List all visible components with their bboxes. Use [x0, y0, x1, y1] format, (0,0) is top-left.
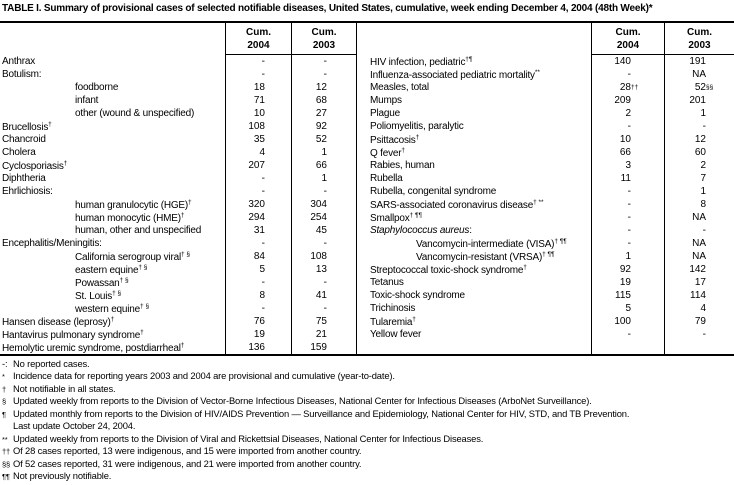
column-header-cum-2004	[591, 23, 664, 55]
table-row	[357, 289, 734, 302]
disease-name-cell: Ehrlichiosis:	[2, 186, 53, 197]
table-row	[357, 237, 734, 250]
cum-2003-cell: 1	[291, 146, 356, 159]
cum-2003-cell: NA	[664, 211, 734, 224]
table-row	[357, 94, 734, 107]
cum-2004-cell: 5	[225, 263, 291, 276]
cum-2004-cell: 71	[225, 94, 291, 107]
disease-name-cell: Staphylococcus aureus:	[370, 225, 472, 236]
disease-name-cell: human granulocytic (HGE)†	[75, 198, 192, 211]
disease-name-cell: western equine† §	[75, 302, 150, 315]
table-row	[0, 55, 356, 68]
disease-name-cell: Anthrax	[2, 56, 36, 67]
left-table-body	[0, 55, 356, 354]
footnote-marker: †	[2, 384, 7, 394]
cum-2003-cell: 1	[664, 107, 734, 120]
disease-name-cell: Hansen disease (leprosy)†	[2, 315, 115, 328]
cum-2004-cell: 84	[225, 250, 291, 263]
cum-2003-cell: 201	[664, 94, 734, 107]
disease-name-cell: Toxic-shock syndrome	[370, 290, 465, 301]
table-row	[0, 94, 356, 107]
table-row	[0, 68, 356, 81]
notifiable-diseases-table	[0, 21, 734, 356]
disease-name-cell: Streptococcal toxic-shock syndrome†	[370, 263, 527, 276]
disease-name-cell: Rabies, human	[370, 160, 435, 171]
table-row	[0, 211, 356, 224]
cum-2004-cell: 207	[225, 159, 291, 172]
cum-2003-cell: NA	[664, 237, 734, 250]
cum-2003-cell: NA	[664, 68, 734, 81]
cum-2003-cell: 1	[664, 185, 734, 198]
cum-2003-cell: 142	[664, 263, 734, 276]
right-table	[356, 23, 734, 354]
cum-label: Cum.	[311, 27, 337, 38]
table-row	[357, 107, 734, 120]
table-row	[357, 211, 734, 224]
disease-name-cell: Hemolytic uremic syndrome, postdiarrheal†	[2, 341, 185, 354]
table-row	[0, 250, 356, 263]
disease-name-cell: Psittacosis†	[370, 133, 420, 146]
table-row	[0, 133, 356, 146]
disease-name-cell: infant	[75, 95, 99, 106]
cum-2003-cell: 66	[291, 159, 356, 172]
cum-2004-cell: 4	[225, 146, 291, 159]
cum-2003-cell: 79	[664, 315, 734, 328]
disease-name-cell: Chancroid	[2, 134, 46, 145]
disease-name-cell: Brucellosis†	[2, 120, 52, 133]
disease-name-cell: Plague	[370, 108, 400, 119]
disease-name-cell: St. Louis† §	[75, 289, 122, 302]
cum-2003-cell: 114	[664, 289, 734, 302]
cum-2004-cell: 140	[591, 55, 664, 68]
disease-name-cell: Cyclosporiasis†	[2, 159, 68, 172]
disease-name-cell: Botulism:	[2, 69, 42, 80]
cum-2003-cell: 52	[291, 133, 356, 146]
cum-2004-cell: -	[591, 237, 664, 250]
footnote-marker: **	[2, 434, 8, 444]
cum-2004-cell: -	[591, 120, 664, 133]
year-label: 2003	[312, 39, 336, 51]
table-row	[357, 185, 734, 198]
footnote-marker: -:	[2, 358, 8, 369]
table-row	[0, 172, 356, 185]
cum-2003-cell: NA	[664, 250, 734, 263]
cum-2003-cell: 17	[664, 276, 734, 289]
disease-name-cell: Trichinosis	[370, 303, 416, 314]
cum-2004-cell: -	[225, 68, 291, 81]
cum-2004-cell: 1	[591, 250, 664, 263]
cum-2003-cell: 45	[291, 224, 356, 237]
table-row	[357, 276, 734, 289]
table-row	[0, 159, 356, 172]
table-row	[0, 289, 356, 302]
column-header-cum-2004	[225, 23, 291, 55]
table-row	[0, 120, 356, 133]
disease-name-cell: human monocytic (HME)†	[75, 211, 185, 224]
table-row	[357, 120, 734, 133]
disease-name-cell: Vancomycin-intermediate (VISA)† ¶¶	[416, 237, 567, 250]
table-row	[357, 341, 734, 354]
cum-2003-cell: 13	[291, 263, 356, 276]
table-row	[357, 198, 734, 211]
right-header-row	[357, 23, 734, 55]
footnote-line: ¶¶ Not previously notifiable.	[2, 470, 733, 482]
left-table	[0, 23, 356, 354]
disease-name-cell: HIV infection, pediatric†¶	[370, 55, 473, 68]
disease-name-cell: foodborne	[75, 82, 119, 93]
disease-name-cell: Rubella	[370, 173, 403, 184]
cum-2003-cell: 60	[664, 146, 734, 159]
column-header-cum-2003	[291, 23, 356, 55]
table-row	[0, 224, 356, 237]
disease-name-cell: other (wound & unspecified)	[75, 108, 195, 119]
cum-2003-cell: 8	[664, 198, 734, 211]
cum-2003-cell: -	[664, 120, 734, 133]
cum-label: Cum.	[615, 27, 641, 38]
cum-2003-cell: 68	[291, 94, 356, 107]
table-row	[357, 315, 734, 328]
cum-2004-cell: -	[591, 68, 664, 81]
cum-label: Cum.	[246, 27, 271, 38]
table-row	[357, 328, 734, 341]
disease-name-cell: Encephalitis/Meningitis:	[2, 238, 102, 249]
cum-2003-cell: -	[664, 328, 734, 341]
cum-2004-cell: 294	[225, 211, 291, 224]
table-row	[0, 315, 356, 328]
cum-2004-cell	[591, 341, 664, 354]
table-row	[0, 276, 356, 289]
cum-2003-cell: 27	[291, 107, 356, 120]
year-label: 2003	[688, 39, 711, 51]
table-row	[357, 263, 734, 276]
disease-name-cell: Influenza-associated pediatric mortality**	[370, 68, 540, 81]
footnote-line: Last update October 24, 2004.	[13, 420, 136, 432]
right-table-body	[357, 55, 734, 354]
cum-2004-cell: 19	[591, 276, 664, 289]
table-row	[0, 81, 356, 94]
disease-name-cell: Tularemia†	[370, 315, 416, 328]
table-row	[0, 302, 356, 315]
disease-name-cell: SARS-associated coronavirus disease† **	[370, 198, 544, 211]
cum-2004-cell: 10	[591, 133, 664, 146]
cum-2003-cell: 41	[291, 289, 356, 302]
disease-name-cell: Poliomyelitis, paralytic	[370, 121, 464, 132]
table-row	[357, 68, 734, 81]
cum-2004-cell: -	[591, 224, 664, 237]
cum-2004-cell: 136	[225, 341, 291, 354]
disease-name-cell: Measles, total	[370, 82, 429, 93]
cum-2004-cell: -	[591, 185, 664, 198]
cum-2004-cell: -	[591, 328, 664, 341]
footnote-marker: ¶¶	[2, 472, 10, 482]
column-header-cum-2003	[664, 23, 734, 55]
disease-name-cell: Powassan† §	[75, 276, 129, 289]
footnote-line: ¶ Updated monthly from reports to the Division of HIV/AIDS Prevention — Surveillance and Epidemiology, National Center for HIV, STD, and TB Prevention.	[2, 408, 733, 420]
cum-2004-cell: 115	[591, 289, 664, 302]
footnote-line: -: No reported cases.	[2, 358, 90, 369]
footnote-marker: *	[2, 372, 5, 382]
disease-name-cell: Smallpox† ¶¶	[370, 211, 422, 224]
cum-2003-cell: 75	[291, 315, 356, 328]
cum-2003-cell: -	[291, 185, 356, 198]
cum-2003-cell	[664, 341, 734, 354]
table-row	[0, 198, 356, 211]
left-name-header	[0, 23, 225, 55]
cum-2004-cell: 10	[225, 107, 291, 120]
year-label: 2004	[616, 39, 640, 51]
table-row	[357, 172, 734, 185]
cum-2004-cell: 18	[225, 81, 291, 94]
disease-name-cell: Cholera	[2, 147, 36, 158]
table-row	[0, 237, 356, 250]
cum-2004-cell: -	[591, 198, 664, 211]
footnotes	[2, 358, 733, 483]
disease-name-cell: human, other and unspecified	[75, 225, 202, 236]
cum-2003-cell: -	[291, 237, 356, 250]
disease-name-cell: Rubella, congenital syndrome	[370, 186, 497, 197]
table-row	[357, 133, 734, 146]
cum-2004-cell: -	[225, 276, 291, 289]
year-label: 2004	[247, 39, 270, 51]
table-row	[357, 55, 734, 68]
cum-2004-cell: -	[225, 55, 291, 68]
table-row	[0, 185, 356, 198]
table-row	[0, 328, 356, 341]
cum-2004-cell: 92	[591, 263, 664, 276]
cum-2003-cell: 108	[291, 250, 356, 263]
disease-name-cell: Tetanus	[370, 277, 404, 288]
cum-2004-cell: 31	[225, 224, 291, 237]
cum-2004-cell: -	[225, 185, 291, 198]
cum-2004-cell: 8	[225, 289, 291, 302]
table-row	[357, 159, 734, 172]
left-header-row	[0, 23, 356, 55]
cum-2003-cell: 12	[664, 133, 734, 146]
disease-name-cell: Yellow fever	[370, 329, 422, 340]
footnote-line: † Not notifiable in all states.	[2, 383, 733, 395]
cum-2004-cell: 76	[225, 315, 291, 328]
table-row	[357, 81, 734, 94]
table-row	[357, 302, 734, 315]
disease-name-cell: Diphtheria	[2, 173, 46, 184]
disease-name-cell: Q fever†	[370, 146, 406, 159]
cum-2003-cell: -	[291, 55, 356, 68]
cum-2003-cell: -	[291, 302, 356, 315]
cum-label: Cum.	[687, 27, 712, 38]
cum-2004-cell: 3	[591, 159, 664, 172]
cum-2003-cell: 7	[664, 172, 734, 185]
cum-2004-cell: 100	[591, 315, 664, 328]
cum-2004-cell: 19	[225, 328, 291, 341]
footnote-line: * Incidence data for reporting years 2003 and 2004 are provisional and cumulative (year-to-date).	[2, 370, 733, 382]
cum-2003-cell: -	[291, 68, 356, 81]
table-row	[357, 146, 734, 159]
table-row	[0, 146, 356, 159]
table-row	[357, 224, 734, 237]
cum-2004-cell: 11	[591, 172, 664, 185]
cum-2004-cell: 5	[591, 302, 664, 315]
table-row	[357, 250, 734, 263]
cum-2003-cell: 254	[291, 211, 356, 224]
footnote-line: ** Updated weekly from reports to the Division of Viral and Rickettsial Diseases, National Center for Infectious Diseases.	[2, 433, 733, 445]
footnote-marker: §	[2, 397, 7, 407]
cum-2004-cell: -	[225, 172, 291, 185]
footnote-marker: ¶	[2, 409, 6, 419]
cum-2003-cell: 21	[291, 328, 356, 341]
cum-2004-cell: 28 ††	[591, 81, 664, 94]
cum-2003-cell: 4	[664, 302, 734, 315]
cum-2003-cell: 92	[291, 120, 356, 133]
right-name-header	[357, 23, 591, 55]
disease-name-cell: Mumps	[370, 95, 402, 106]
cum-2004-cell: 2	[591, 107, 664, 120]
cum-2004-cell: -	[225, 302, 291, 315]
disease-name-cell: California serogroup viral† §	[75, 250, 191, 263]
footnote-line: § Updated weekly from reports to the Division of Vector-Borne Infectious Diseases, National Center for Infectious Diseases (ArboNet Surveillance).	[2, 395, 733, 407]
cum-2004-cell: 320	[225, 198, 291, 211]
cum-2003-cell: -	[291, 276, 356, 289]
cum-2004-cell: -	[591, 211, 664, 224]
cum-2004-cell: 66	[591, 146, 664, 159]
cum-2004-cell: 209	[591, 94, 664, 107]
footnote-marker: §§	[2, 459, 11, 469]
cum-2004-cell: 108	[225, 120, 291, 133]
cum-2003-cell: 304	[291, 198, 356, 211]
cum-2004-cell: -	[225, 237, 291, 250]
table-title: TABLE I. Summary of provisional cases of selected notifiable diseases, United States, cumulative, week ending December 4, 2004 (48th Week)*	[2, 3, 653, 14]
cum-2004-cell: 35	[225, 133, 291, 146]
disease-name-cell: eastern equine† §	[75, 263, 148, 276]
footnote-line: §§ Of 52 cases reported, 31 were indigenous, and 21 were imported from another country.	[2, 458, 733, 470]
cum-2003-cell: 1	[291, 172, 356, 185]
cum-2003-cell: -	[664, 224, 734, 237]
disease-name-cell: Hantavirus pulmonary syndrome†	[2, 328, 144, 341]
table-row	[0, 107, 356, 120]
cum-2003-cell: 159	[291, 341, 356, 354]
cum-2003-cell: 52 §§	[664, 81, 734, 94]
table-row	[0, 263, 356, 276]
footnote-line: †† Of 28 cases reported, 13 were indigenous, and 15 were imported from another country.	[2, 445, 733, 457]
footnote-marker: ††	[2, 447, 11, 457]
table-row	[0, 341, 356, 354]
cum-2003-cell: 191	[664, 55, 734, 68]
cum-2003-cell: 12	[291, 81, 356, 94]
disease-name-cell: Vancomycin-resistant (VRSA)† ¶¶	[416, 250, 555, 263]
cum-2003-cell: 2	[664, 159, 734, 172]
